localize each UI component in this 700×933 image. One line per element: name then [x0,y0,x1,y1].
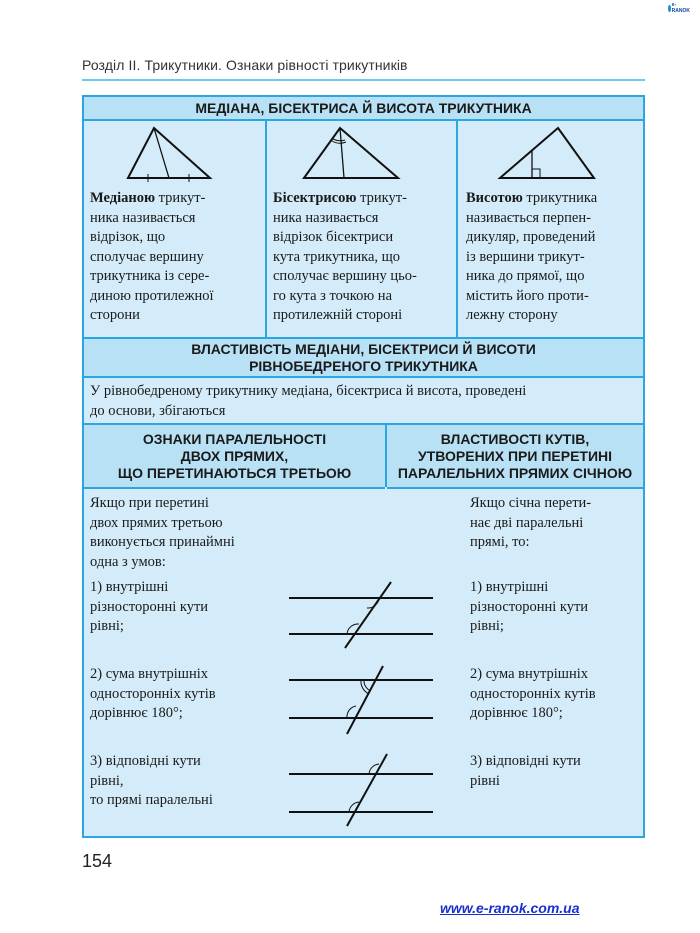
median-line: сполучає вершину [90,248,204,265]
left-condition-line: 2) сума внутрішніх [90,666,208,682]
box2-text-line: до основи, збігаються [90,402,226,419]
right-intro-line: прямі, то: [470,534,530,550]
left-condition-3 [90,752,290,811]
running-header: Розділ ІІ. Трикутники. Ознаки рівності трикутників [82,57,408,73]
altitude-triangle-figure [494,124,604,184]
left-condition-line: односторонніх кутів [90,685,216,702]
bisector-line: трикут- [356,190,407,206]
corresponding-angles-figure [287,750,437,828]
box3-left-title [84,425,385,489]
box1-title-text: МЕДІАНА, БІСЕКТРИСА Й ВИСОТА ТРИКУТНИКА [195,99,532,116]
median-line: трикутника із сере- [90,268,210,284]
bisector-line: відрізок бісектриси [273,229,394,245]
altitude-line: із вершини трикут- [466,248,585,265]
right-property-1 [470,578,640,637]
header-rule [82,79,645,81]
right-property-line: 2) сума внутрішніх [470,666,588,682]
left-condition-line: рівні, [90,772,124,789]
right-property-line: односторонніх кутів [470,685,596,702]
box3-left-title-line: ЩО ПЕРЕТИНАЮТЬСЯ ТРЕТЬОЮ [117,464,352,481]
box3-right-title-line: ВЛАСТИВОСТІ КУТІВ, [440,430,590,447]
altitude-line: ника до прямої, що [466,268,585,284]
co-interior-angles-figure [287,664,437,736]
right-property-3 [470,752,640,791]
median-line: диною протилежної [90,287,214,304]
left-intro-line: виконується принаймні [90,534,235,550]
altitude-line: трикутника [522,190,598,206]
median-triangle-figure [118,124,218,184]
bisector-definition [273,189,453,326]
bisector-triangle-figure [296,124,406,184]
left-intro-line: одна з умов: [90,553,166,570]
box3-left-title-line: ДВОХ ПРЯМИХ, [180,447,289,464]
right-property-line: рівні; [470,618,504,634]
box3-right-title-line: УТВОРЕНИХ ПРИ ПЕРЕТИНІ [417,447,613,464]
bisector-line: ника називається [273,209,379,226]
right-property-line: різносторонні кути [470,598,589,615]
right-property-line: 3) відповідні кути [470,753,581,769]
right-property-2 [470,665,640,724]
bisector-term: Бісектрисою [273,190,357,206]
altitude-term: Висотою [466,190,523,206]
page-number: 154 [82,851,113,871]
right-intro-line: Якщо січна перети- [470,495,592,511]
median-definition [90,189,262,326]
left-condition-line: різносторонні кути [90,598,209,615]
left-condition-line: рівні; [90,618,124,634]
median-line: трикут- [155,190,206,206]
bisector-line: го кута з точкою на [273,287,393,304]
altitude-line: лежну сторону [466,307,558,323]
box2-text [90,382,640,421]
right-property-line: 1) внутрішні [470,579,549,595]
box1-divider-1 [265,121,267,337]
median-line: відрізок, що [90,229,166,245]
right-intro [470,494,640,553]
left-condition-line: 1) внутрішні [90,579,169,595]
box2-title [84,339,643,378]
logo-globe-icon [668,5,671,12]
right-property-line: дорівнює 180°; [470,705,563,721]
box3-right-title [387,425,643,489]
altitude-definition [466,189,642,326]
box3-left-title-line: ОЗНАКИ ПАРАЛЕЛЬНОСТІ [142,430,327,447]
bisector-line: протилежній стороні [273,307,403,323]
box1-divider-2 [456,121,458,337]
box2-title-line: РІВНОБЕДРЕНОГО ТРИКУТНИКА [249,357,478,374]
altitude-line: дикуляр, проведений [466,229,596,245]
bisector-line: сполучає вершину цьо- [273,268,417,284]
box1-title [84,97,643,121]
bisector-line: кута трикутника, що [273,248,401,265]
left-condition-line: 3) відповідні кути [90,753,201,769]
median-term: Медіаною [90,190,156,206]
altitude-line: містить його проти- [466,287,589,304]
box2-text-line: У рівнобедреному трикутнику медіана, бісектриса й висота, проведені [90,383,527,399]
left-condition-line: дорівнює 180°; [90,705,183,721]
site-link[interactable]: www.e-ranok.com.ua [440,900,580,916]
right-property-line: рівні [470,772,500,789]
alternate-interior-angles-figure [287,578,437,650]
left-condition-line: то прямі паралельні [90,792,213,808]
box2-title-line: ВЛАСТИВІСТЬ МЕДІАНИ, БІСЕКТРИСИ Й ВИСОТИ [191,340,536,357]
median-line: ника називається [90,209,196,226]
publisher-logo [668,2,690,14]
left-intro-line: двох прямих третьою [90,514,223,531]
left-intro [90,494,290,572]
logo-text: e-RANOK [671,2,691,14]
left-intro-line: Якщо при перетині [90,495,209,511]
left-condition-2 [90,665,290,724]
box3-right-title-line: ПАРАЛЕЛЬНИХ ПРЯМИХ СІЧНОЮ [397,464,633,481]
left-condition-1 [90,578,290,637]
altitude-line: називається перпен- [466,209,591,226]
right-intro-line: нає дві паралельні [470,514,584,531]
median-line: сторони [90,307,140,323]
